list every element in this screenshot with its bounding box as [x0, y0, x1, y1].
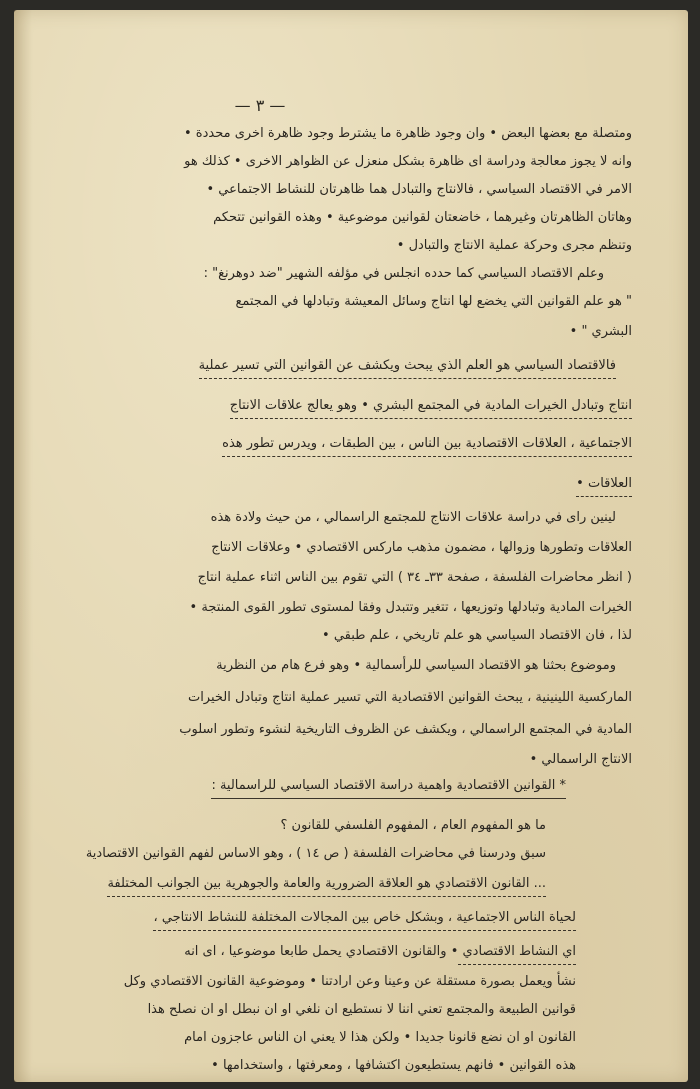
text-line: وموضوع بحثنا هو الاقتصاد السياسي للرأسمالية • وهو فرع هام من النظرية — [216, 658, 616, 673]
text-line: الماركسية اللينينية ، يبحث القوانين الاقتصادية التي تسير عملية انتاج وتبادل الخيرات — [187, 690, 632, 705]
text-line: الاجتماعية ، العلاقات الاقتصادية بين الناس ، بين الطبقات ، ويدرس تطور هذه — [222, 436, 632, 457]
text-line: العلاقات • — [576, 476, 632, 497]
text-line: * القوانين الاقتصادية واهمية دراسة الاقتصاد السياسي للراسمالية : — [211, 778, 566, 799]
text-line: نشأ ويعمل بصورة مستقلة عن وعينا وعن ارادتنا • وموضوعية القانون الاقتصادي وكل — [123, 974, 576, 989]
text-line: لذا ، فان الاقتصاد السياسي هو علم تاريخي ، علم طبقي • — [322, 628, 632, 643]
text-line: الامر في الاقتصاد السياسي ، فالانتاج والتبادل هما ظاهرتان للنشاط الاجتماعي • — [206, 182, 632, 197]
text-line: " هو علم القوانين التي يخضع لها انتاج وسائل المعيشة وتبادلها في المجتمع — [235, 294, 632, 309]
text-line: انتاج وتبادل الخيرات المادية في المجتمع البشري • وهو يعالج علاقات الانتاج — [230, 398, 632, 419]
page-edge-shadow — [14, 10, 32, 1082]
text-line: المادية في المجتمع الراسمالي ، ويكشف عن الظروف التاريخية لنشوء وتطور اسلوب — [179, 722, 632, 737]
text-line: العلاقات وتطورها وزوالها ، مضمون مذهب ماركس الاقتصادي • وعلاقات الانتاج — [211, 540, 632, 555]
text-line: القانون او ان نضع قانونا جديدا • ولكن هذا لا يعني ان الناس عاجزون امام — [184, 1030, 576, 1045]
page-number: — ٣ — — [234, 96, 286, 115]
text-line: قوانين الطبيعة والمجتمع تعني اننا لا نستطيع ان نلغي او ان نبطل او ان نصلح هذا — [147, 1002, 576, 1017]
text-line: البشري " • — [569, 324, 632, 339]
text-line: الانتاج الراسمالي • — [529, 752, 632, 767]
text-line: فالاقتصاد السياسي هو العلم الذي يبحث ويكشف عن القوانين التي تسير عملية — [199, 358, 616, 379]
text-line: ( انظر محاضرات الفلسفة ، صفحة ٣٣ـ ٣٤ ) التي تقوم بين الناس اثناء عملية انتاج — [197, 570, 632, 585]
text-line: سبق ودرسنا في محاضرات الفلسفة ( ص ١٤ ) ، وهو الاساس لفهم القوانين الاقتصادية — [85, 846, 546, 861]
text-line: ومتصلة مع بعضها البعض • وان وجود ظاهرة ما يشترط وجود ظاهرة اخرى محددة • — [184, 126, 632, 141]
text-line: وعلم الاقتصاد السياسي كما حدده انجلس في مؤلفه الشهير "ضد دوهرنغ" : — [203, 266, 604, 281]
text-line: لينين راى في دراسة علاقات الانتاج للمجتمع الراسمالي ، من حيث ولادة هذه — [210, 510, 616, 525]
text-line: ما هو المفهوم العام ، المفهوم الفلسفي للقانون ؟ — [280, 818, 546, 833]
text-line: وهاتان الظاهرتان وغيرهما ، خاضعتان لقوانين موضوعية • وهذه القوانين تتحكم — [213, 210, 632, 225]
text-line: الخيرات المادية وتبادلها وتوزيعها ، تتغير وتتبدل وفقا لمستوى تطور القوى المنتجة • — [189, 600, 632, 615]
text-line: هذه القوانين • فانهم يستطيعون اكتشافها ، ومعرفتها ، واستخدامها • — [211, 1058, 576, 1073]
text-line: اي النشاط الاقتصادي • والقانون الاقتصادي يحمل طابعا موضوعيا ، اى انه — [184, 944, 576, 959]
text-line: وانه لا يجوز معالجة ودراسة اى ظاهرة بشكل منعزل عن الظواهر الاخرى • كذلك هو — [184, 154, 632, 169]
text-line: ... القانون الاقتصادي هو العلاقة الضرورية والعامة والجوهرية بين الجوانب المختلفة — [107, 876, 546, 897]
text-line: وتنظم مجرى وحركة عملية الانتاج والتبادل • — [396, 238, 632, 253]
text-line: لحياة الناس الاجتماعية ، وبشكل خاص بين المجالات المختلفة للنشاط الانتاجي ، — [153, 910, 576, 931]
